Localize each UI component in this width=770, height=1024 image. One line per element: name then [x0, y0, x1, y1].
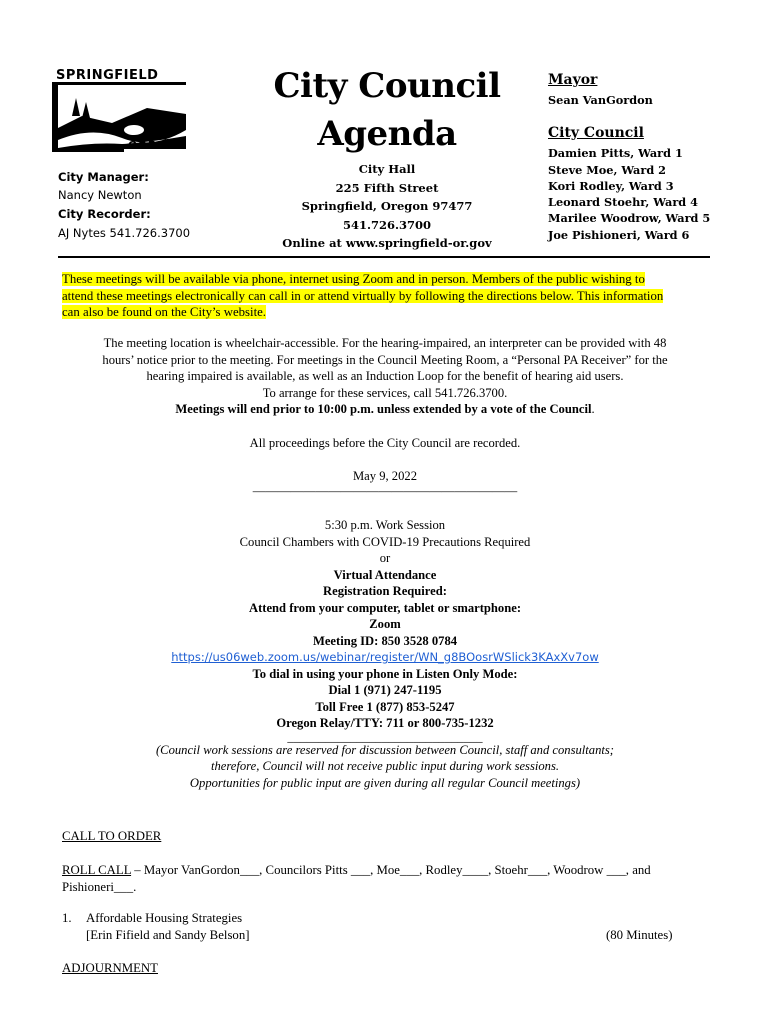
accessibility-line: To arrange for these services, call 541.726.3700. [262, 385, 508, 400]
mayor-name: Sean VanGordon [548, 93, 653, 107]
session-note-line: (Council work sessions are reserved for discussion between Council, staff and consultants; [155, 742, 614, 757]
accessibility-line: The meeting location is wheelchair-accessible. For the hearing-impaired, an interpreter can be provided with 48 [103, 336, 667, 350]
dial-header: To dial in using your phone in Listen Only Mode: [252, 666, 518, 681]
meeting-id: Meeting ID: 850 3528 0784 [312, 633, 458, 648]
virtual-attendance: Virtual Attendance [333, 567, 437, 582]
zoom-label: Zoom [369, 617, 401, 631]
council-label: City Council [548, 125, 644, 141]
remote-notice [62, 271, 710, 321]
relay-number: Oregon Relay/TTY: 711 or 800-735-1232 [276, 716, 494, 730]
registration-required: Registration Required: [323, 584, 447, 598]
address-line: Springfield, Oregon 97477 [301, 199, 473, 213]
agenda-item-title: Affordable Housing Strategies [86, 911, 243, 925]
address-line: 225 Fifth Street [335, 181, 439, 195]
roll-call-text-2: Pishioneri___. [62, 879, 137, 894]
agenda-item-presenters: [Erin Fifield and Sandy Belson] [86, 928, 250, 942]
adjournment: ADJOURNMENT [62, 961, 158, 975]
date-divider: ————————————————————— [252, 484, 518, 498]
city-manager-label: City Manager: [58, 170, 149, 184]
meeting-date: May 9, 2022 [352, 469, 417, 483]
recorded-notice: All proceedings before the City Council are recorded. [249, 436, 521, 450]
page-title: City Council [273, 66, 501, 106]
agenda-item-duration: (80 Minutes) [606, 928, 673, 942]
notice-line: can also be found on the City’s website. [62, 305, 267, 319]
accessibility-line: hours’ notice prior to the meeting. For meetings in the Council Meeting Room, a “Personal PA Receiver” for the [102, 352, 668, 367]
header-divider [58, 256, 710, 258]
website-line[interactable]: Online at www.springfield-or.gov [282, 236, 492, 250]
session-time: 5:30 p.m. Work Session [324, 518, 446, 532]
logo-text-top: SPRINGFIELD [56, 68, 159, 83]
roll-call [62, 862, 712, 895]
notice-line: attend these meetings electronically can call in or attend virtually by following the directions below. This information [62, 288, 664, 303]
address-line: 541.726.3700 [342, 218, 432, 232]
springfield-logo [52, 68, 192, 156]
logo-text-bottom: OREGON [128, 139, 187, 152]
call-to-order: CALL TO ORDER [62, 829, 162, 843]
council-member: Damien Pitts, Ward 1 [548, 146, 683, 160]
roll-call-text: – Mayor VanGordon___, Councilors Pitts ___, Moe___, Rodley____, Stoehr___, Woodrow ___, and [131, 863, 651, 877]
session-note-line: Opportunities for public input are given during all regular Council meetings) [189, 775, 581, 790]
attend-instructions: Attend from your computer, tablet or smartphone: [248, 600, 522, 615]
city-recorder-name: AJ Nytes 541.726.3700 [58, 226, 191, 240]
or-text: or [379, 551, 391, 565]
city-manager-name: Nancy Newton [58, 188, 142, 202]
council-member: Leonard Stoehr, Ward 4 [548, 195, 698, 209]
notice-line: These meetings will be available via phone, internet using Zoom and in person. Members of the public wishing to [62, 272, 645, 286]
address-line: City Hall [358, 162, 416, 176]
accessibility-notice [40, 335, 730, 418]
council-member: Kori Rodley, Ward 3 [548, 179, 674, 193]
city-recorder-label: City Recorder: [58, 207, 151, 221]
end-time-notice: Meetings will end prior to 10:00 p.m. unless extended by a vote of the Council [175, 402, 592, 416]
item-number: 1. [62, 911, 72, 925]
council-member: Marilee Woodrow, Ward 5 [548, 211, 711, 225]
roll-call-label: ROLL CALL [62, 863, 132, 877]
session-location: Council Chambers with COVID-19 Precautions Required [239, 534, 531, 549]
council-member: Joe Pishioneri, Ward 6 [548, 228, 690, 242]
page-subtitle: Agenda [317, 114, 457, 154]
end-period: . [591, 402, 595, 416]
session-note-line: therefore, Council will not receive public input during work sessions. [210, 759, 560, 773]
session-divider: _______________________________ [287, 729, 483, 744]
accessibility-line: hearing impaired is available, as well as an Induction Loop for the benefit of hearing aid users. [146, 369, 624, 383]
session-details [40, 517, 730, 791]
dial-number: Dial 1 (971) 247-1195 [328, 683, 442, 697]
tollfree-number: Toll Free 1 (877) 853-5247 [315, 699, 455, 714]
council-member: Steve Moe, Ward 2 [548, 163, 667, 177]
mayor-label: Mayor [548, 72, 598, 88]
zoom-registration-link[interactable]: https://us06web.zoom.us/webinar/register/WN_g8BOosrWSlick3KAxXv7ow [171, 650, 599, 664]
